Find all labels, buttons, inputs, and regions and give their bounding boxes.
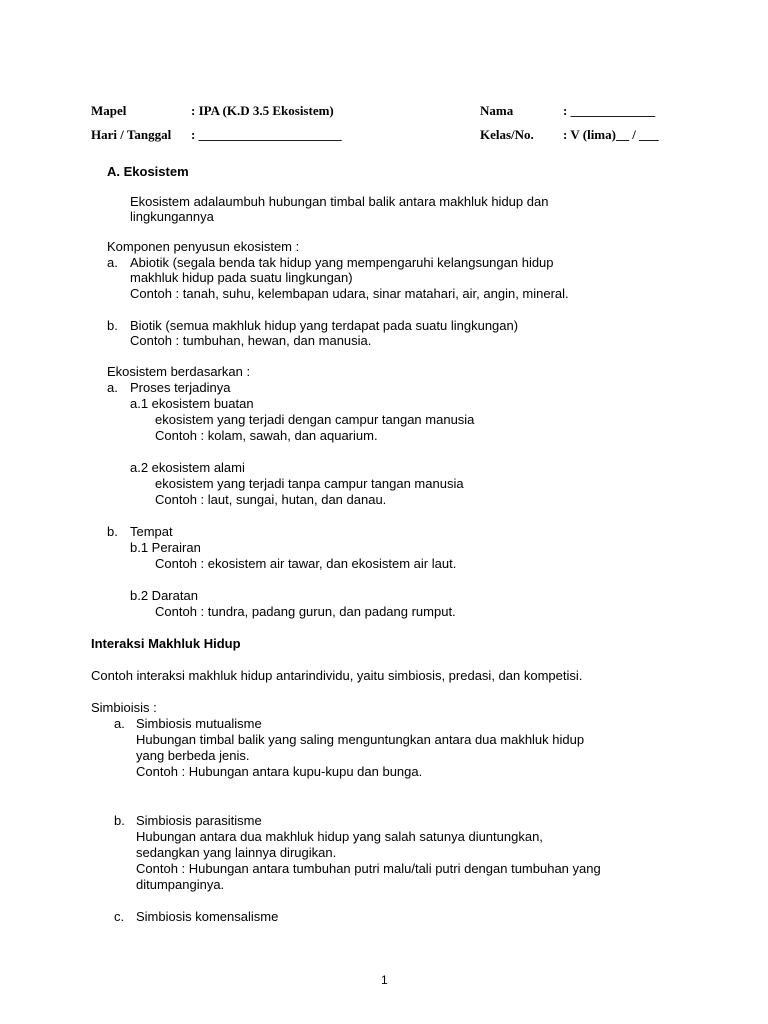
komponen-title: Komponen penyusun ekosistem : (107, 239, 300, 254)
parasitisme-title: Simbiosis parasitisme (136, 813, 262, 828)
ekosistem-buatan-contoh: Contoh : kolam, sawah, dan aquarium. (155, 428, 378, 443)
ekosistem-alami-title: a.2 ekosistem alami (130, 460, 245, 475)
kelas-label: Kelas/No. (480, 127, 534, 142)
komensalisme-title: Simbiosis komensalisme (136, 909, 279, 924)
parasitisme-contoh: Contoh : Hubungan antara tumbuhan putri malu/tali putri dengan tumbuhan yang (136, 861, 601, 876)
abiotik-line-1: Abiotik (segala benda tak hidup yang mempengaruhi kelangsungan hidup (130, 255, 554, 270)
tempat-marker: b. (107, 524, 118, 539)
mutualisme-line-1: Hubungan timbal balik yang saling menguntungkan antara dua makhluk hidup (136, 732, 585, 747)
biotik-line-1: Biotik (semua makhluk hidup yang terdapat pada suatu lingkungan) (130, 318, 519, 333)
nama-value: : _____________ (563, 103, 656, 118)
perairan-contoh: Contoh : ekosistem air tawar, dan ekosistem air laut. (155, 556, 457, 571)
biotik-marker: b. (107, 318, 118, 333)
abiotik-marker: a. (107, 255, 118, 270)
mapel-value: : IPA (K.D 3.5 Ekosistem) (191, 103, 334, 118)
definition-line-1: Ekosistem adalaumbuh hubungan timbal balik antara makhluk hidup dan (130, 194, 549, 209)
berdasarkan-title: Ekosistem berdasarkan : (107, 364, 251, 379)
ekosistem-alami-desc: ekosistem yang terjadi tanpa campur tangan manusia (155, 476, 464, 491)
mutualisme-marker: a. (114, 716, 125, 731)
interaksi-intro: Contoh interaksi makhluk hidup antarindividu, yaitu simbiosis, predasi, dan kompetisi. (91, 668, 583, 683)
mutualisme-line-2: yang berbeda jenis. (136, 748, 250, 763)
hari-tanggal-label: Hari / Tanggal (91, 127, 172, 142)
parasitisme-line-2: sedangkan yang lainnya dirugikan. (136, 845, 337, 860)
parasitisme-contoh-cont: ditumpanginya. (136, 877, 225, 892)
definition-line-2: lingkungannya (130, 209, 214, 224)
mutualisme-title: Simbiosis mutualisme (136, 716, 262, 731)
mutualisme-contoh: Contoh : Hubungan antara kupu-kupu dan bunga. (136, 764, 423, 779)
parasitisme-marker: b. (114, 813, 125, 828)
biotik-contoh: Contoh : tumbuhan, hewan, dan manusia. (130, 333, 372, 348)
hari-tanggal-value: : ______________________ (191, 127, 342, 142)
proses-marker: a. (107, 380, 118, 395)
page-number: 1 (381, 973, 388, 987)
abiotik-line-2: makhluk hidup pada suatu lingkungan) (130, 270, 353, 285)
daratan-contoh: Contoh : tundra, padang gurun, dan padang rumput. (155, 604, 456, 619)
perairan-title: b.1 Perairan (130, 540, 201, 555)
parasitisme-line-1: Hubungan antara dua makhluk hidup yang salah satunya diuntungkan, (136, 829, 543, 844)
kelas-value: : V (lima)__ / ___ (563, 127, 659, 142)
abiotik-contoh: Contoh : tanah, suhu, kelembapan udara, sinar matahari, air, angin, mineral. (130, 286, 569, 301)
mapel-label: Mapel (91, 103, 127, 118)
proses-label: Proses terjadinya (130, 380, 231, 395)
tempat-label: Tempat (130, 524, 173, 539)
ekosistem-buatan-desc: ekosistem yang terjadi dengan campur tangan manusia (155, 412, 475, 427)
interaksi-heading: Interaksi Makhluk Hidup (91, 636, 241, 651)
section-a-heading: A. Ekosistem (107, 164, 189, 179)
ekosistem-buatan-title: a.1 ekosistem buatan (130, 396, 254, 411)
simbiosis-title: Simbioisis : (91, 700, 157, 715)
nama-label: Nama (480, 103, 514, 118)
daratan-title: b.2 Daratan (130, 588, 198, 603)
ekosistem-alami-contoh: Contoh : laut, sungai, hutan, dan danau. (155, 492, 387, 507)
komensalisme-marker: c. (114, 909, 125, 924)
